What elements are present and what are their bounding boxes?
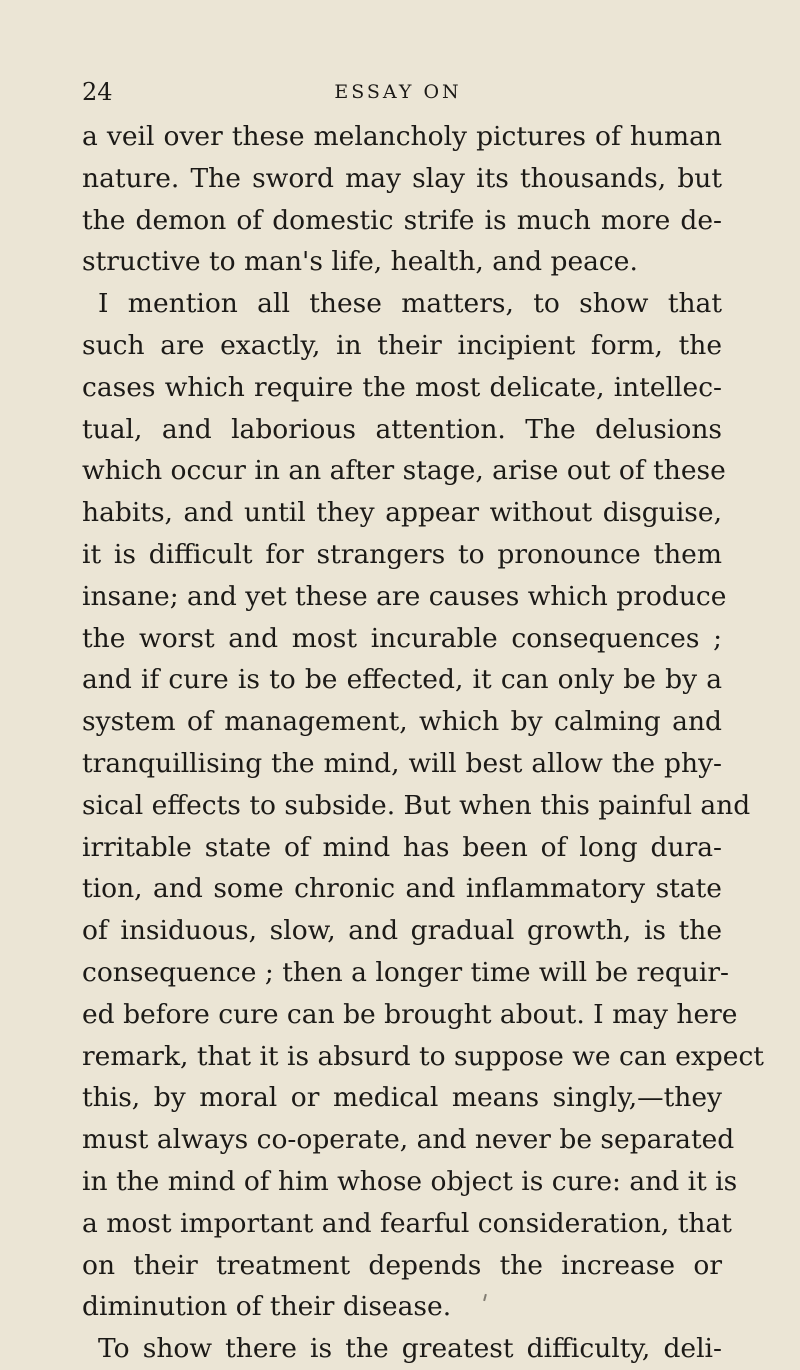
text-line: I mention all these matters, to show that [98,288,722,320]
text-line: this, by moral or medical means singly,—they [82,1082,722,1114]
text-line: consequence ; then a longer time will be requir- [82,956,730,988]
page-header [82,77,714,107]
text-line: sical effects to subside. But when this painful and [82,789,751,821]
text-line: remark, that it is absurd to suppose we can expect [82,1040,764,1072]
text-line: habits, and until they appear without disguise, [82,497,722,529]
page-number: 24 [82,78,113,106]
text-line: such are exactly, in their incipient form, the [82,329,722,361]
text-line: To show there is the greatest difficulty, deli- [98,1333,722,1365]
text-line: on their treatment depends the increase or [82,1249,722,1281]
text-line: structive to man's life, health, and peace. [82,246,638,278]
text-line: diminution of their disease. [82,1291,452,1323]
text-line: irritable state of mind has been of long dura- [82,831,722,863]
text-line: and if cure is to be effected, it can only be by a [82,664,722,696]
text-line: the worst and most incurable consequences ; [82,622,722,654]
text-line: cases which require the most delicate, intellec- [82,371,722,403]
text-line: the demon of domestic strife is much more de- [82,204,722,236]
text-line: in the mind of him whose object is cure: and it is [82,1165,738,1197]
text-line: must always co-operate, and never be separated [82,1124,735,1156]
text-line: which occur in an after stage, arise out of these [82,455,726,487]
text-line: ed before cure can be brought about. I may here [82,998,738,1030]
text-line: insane; and yet these are causes which produce [82,580,727,612]
text-line: of insiduous, slow, and gradual growth, is the [82,915,722,947]
text-line: a veil over these melancholy pictures of human [82,121,722,152]
text-line: tion, and some chronic and inflammatory state [82,873,722,905]
text-line: system of management, which by calming and [82,706,722,738]
text-line: it is difficult for strangers to pronounce them [82,538,722,570]
body-text [82,116,764,1370]
text-line: nature. The sword may slay its thousands, but [82,162,722,194]
running-head: ESSAY ON [334,81,462,103]
text-line: tranquillising the mind, will best allow the phy- [82,747,722,779]
text-line: a most important and fearful consideration, that [82,1207,732,1239]
text-line: tual, and laborious attention. The delusions [82,413,722,445]
